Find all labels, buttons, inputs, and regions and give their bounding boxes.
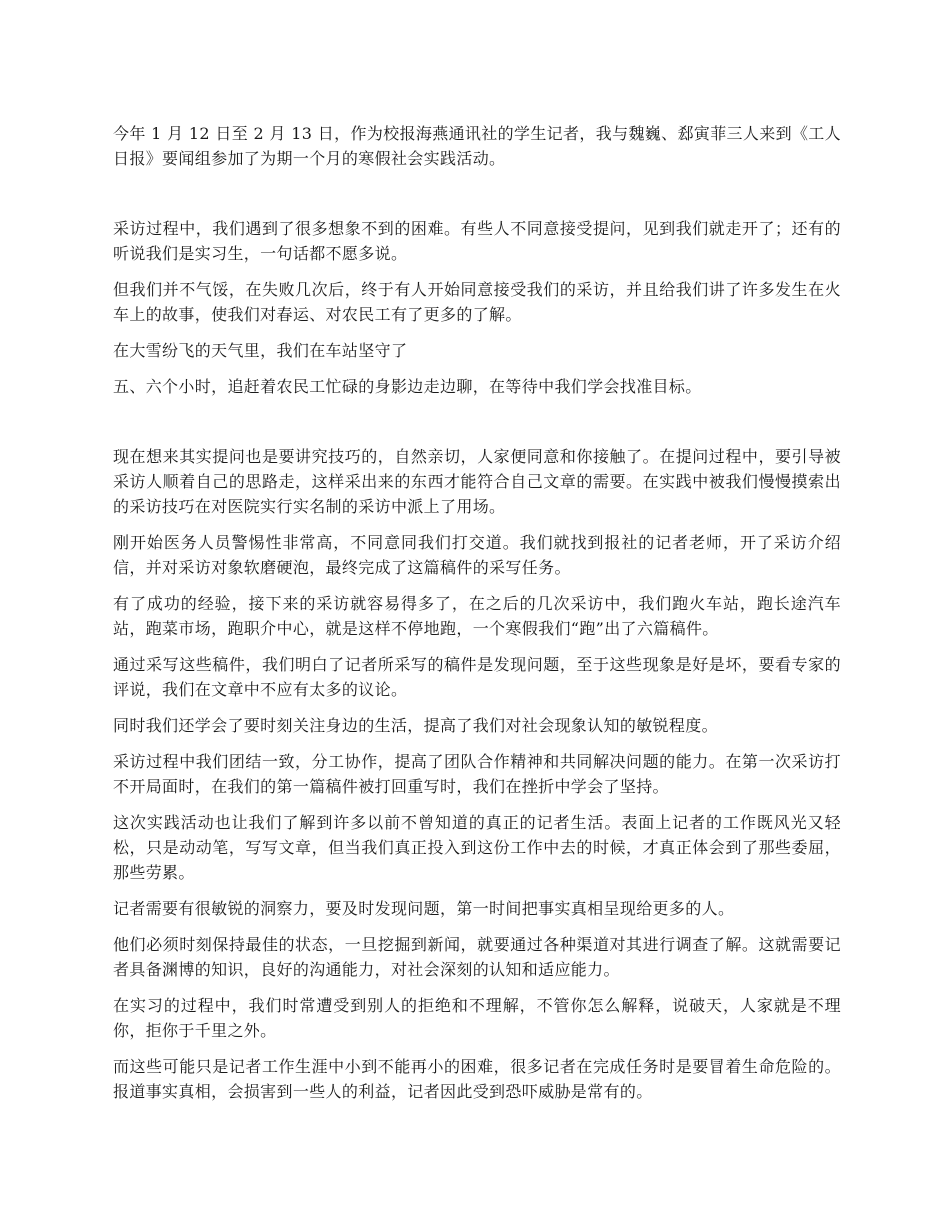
paragraph-7: 刚开始医务人员警惕性非常高，不同意同我们打交道。我们就找到报社的记者老师，开了采访介绍信，并对采访对象软磨硬泡，最终完成了这篇稿件的采写任务。 [113,533,841,577]
paragraph-8: 有了成功的经验，接下来的采访就容易得多了，在之后的几次采访中，我们跑火车站，跑长途汽车站，跑菜市场，跑职介中心，就是这样不停地跑，一个寒假我们“跑”出了六篇稿件。 [113,594,841,638]
paragraph-10: 同时我们还学会了要时刻关注身边的生活，提高了我们对社会现象认知的敏锐程度。 [113,716,718,735]
paragraph-3: 但我们并不气馁，在失败几次后，终于有人开始同意接受我们的采访，并且给我们讲了许多发生在火车上的故事，使我们对春运、对农民工有了更多的了解。 [113,280,841,324]
paragraph-6: 现在想来其实提问也是要讲究技巧的，自然亲切，人家便同意和你接触了。在提问过程中，要引导被采访人顺着自己的思路走，这样采出来的东西才能符合自己文章的需要。在实践中被我们慢慢摸索出的采访技巧在对医院实行实名制的采访中派上了用场。 [113,447,841,516]
paragraph-9: 通过采写这些稿件，我们明白了记者所采写的稿件是发现问题，至于这些现象是好是坏，要看专家的评说，我们在文章中不应有太多的议论。 [113,655,841,699]
document-body [113,121,841,1115]
paragraph-11: 采访过程中我们团结一致，分工协作，提高了团队合作精神和共同解决问题的能力。在第一次采访打不开局面时，在我们的第一篇稿件被打回重写时，我们在挫折中学会了坚持。 [113,752,841,796]
paragraph-12: 这次实践活动也让我们了解到许多以前不曾知道的真正的记者生活。表面上记者的工作既风光又轻松，只是动动笔，写写文章，但当我们真正投入到这份工作中去的时候，才真正体会到了那些委屈，那些劳累。 [113,813,841,882]
paragraph-2: 采访过程中，我们遇到了很多想象不到的困难。有些人不同意接受提问，见到我们就走开了；还有的听说我们是实习生，一句话都不愿多说。 [113,219,841,263]
paragraph-15: 在实习的过程中，我们时常遭受到别人的拒绝和不理解，不管你怎么解释，说破天，人家就是不理你，拒你于千里之外。 [113,996,841,1040]
paragraph-16: 而这些可能只是记者工作生涯中小到不能再小的困难，很多记者在完成任务时是要冒着生命危险的。报道事实真相，会损害到一些人的利益，记者因此受到恐吓威胁是常有的。 [113,1057,841,1101]
paragraph-14: 他们必须时刻保持最佳的状态，一旦挖掘到新闻，就要通过各种渠道对其进行调查了解。这就需要记者具备渊博的知识，良好的沟通能力，对社会深刻的认知和适应能力。 [113,935,841,979]
paragraph-13: 记者需要有很敏锐的洞察力，要及时发现问题，第一时间把事实真相呈现给更多的人。 [113,899,735,918]
paragraph-5: 五、六个小时，追赶着农民工忙碌的身影边走边聊，在等待中我们学会找准目标。 [113,377,702,396]
paragraph-1: 今年 1 月 12 日至 2 月 13 日，作为校报海燕通讯社的学生记者，我与魏巍、郄寅菲三人来到《工人日报》要闻组参加了为期一个月的寒假社会实践活动。 [113,124,841,168]
paragraph-4: 在大雪纷飞的天气里，我们在车站坚守了 [113,341,408,360]
